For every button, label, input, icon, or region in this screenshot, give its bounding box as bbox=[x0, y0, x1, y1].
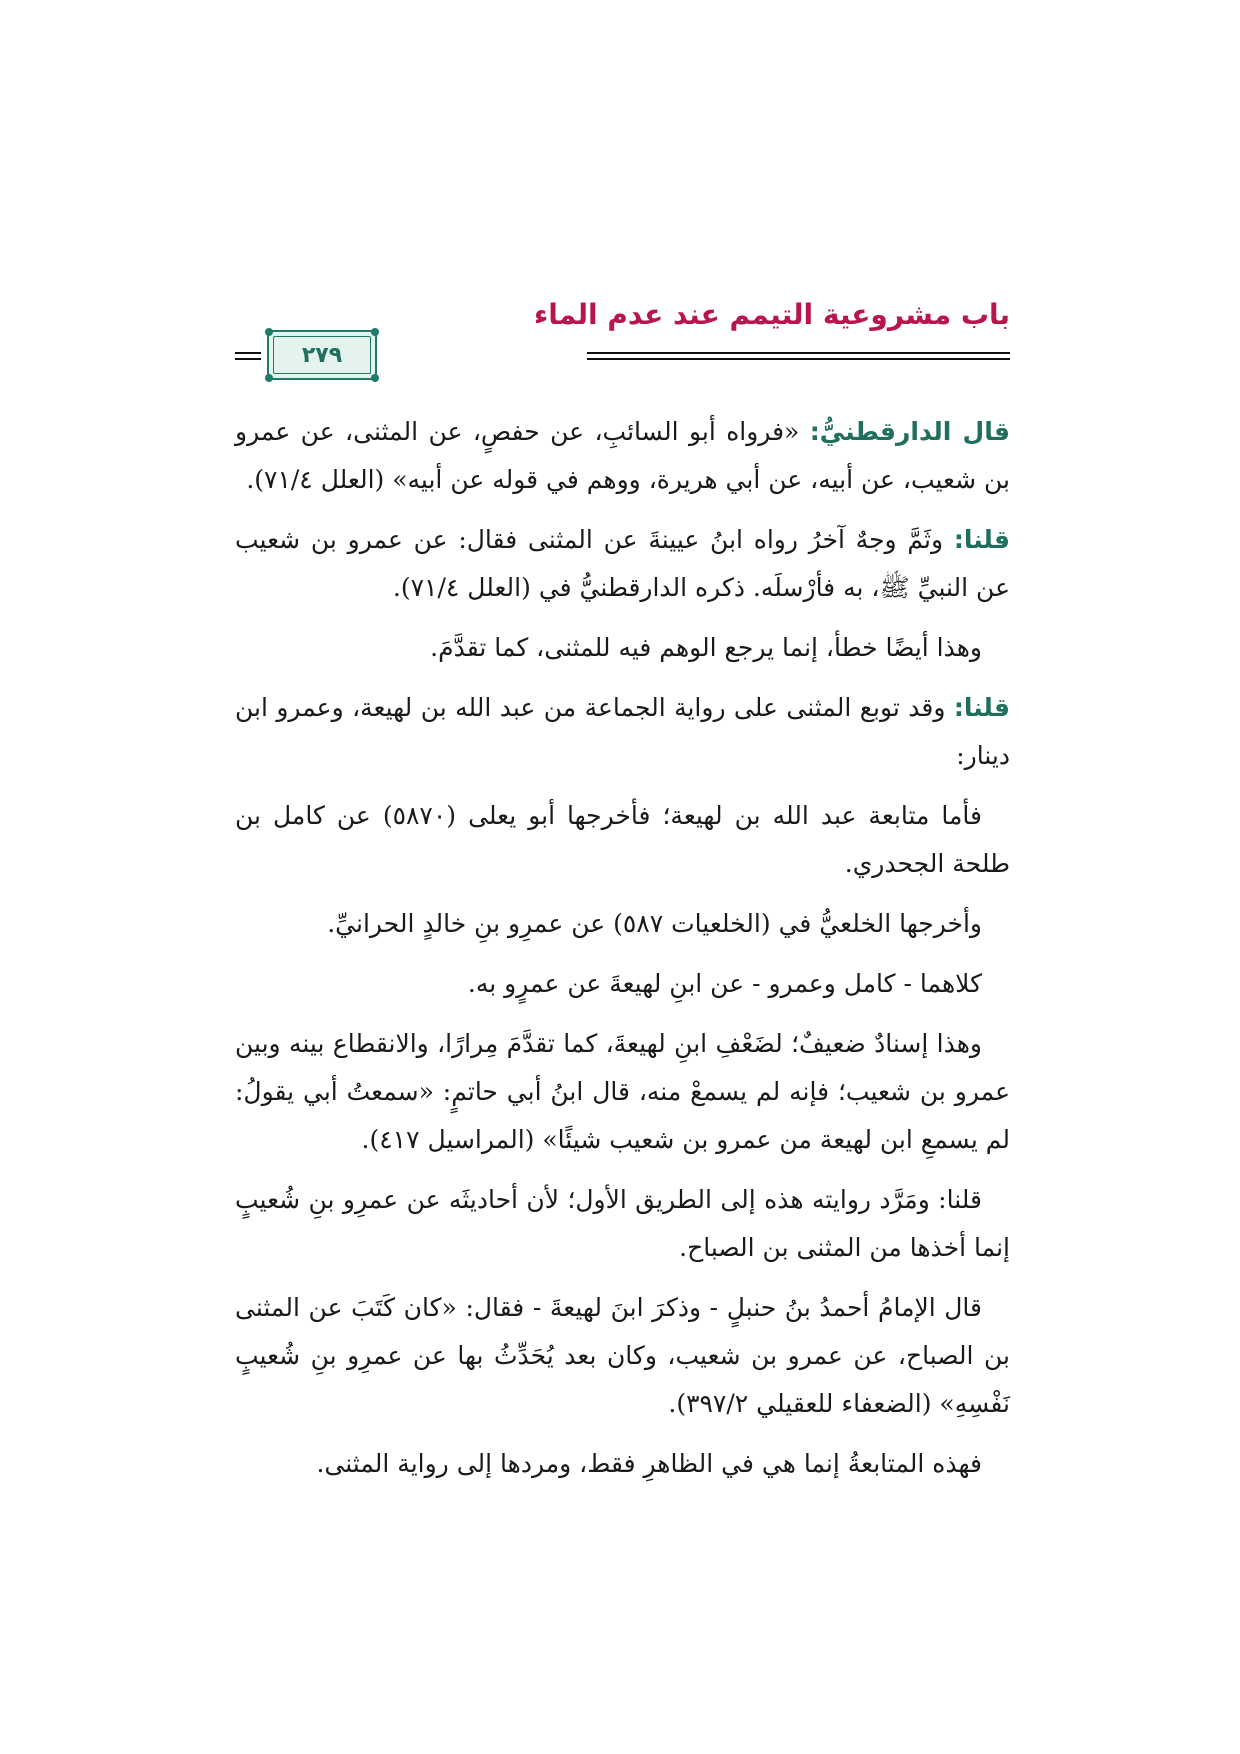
paragraph bbox=[235, 1020, 1010, 1164]
header-rule bbox=[235, 358, 261, 360]
header-rule bbox=[587, 358, 1010, 360]
paragraph-text: فهذه المتابعةُ إنما هي في الظاهرِ فقط، ومردها إلى رواية المثنى. bbox=[316, 1449, 982, 1478]
paragraph-text: وهذا إسنادٌ ضعيفٌ؛ لضَعْفِ ابنِ لهيعةَ، كما تقدَّمَ مِرارًا، والانقطاع بينه وبين عمرو بن شعيب؛ فإنه لم يسمعْ منه، قال ابنُ أبي حاتمٍ: «سمعتُ أبي يقولُ: لم يسمعِ ابن لهيعة من عمرو بن شعيب شيئًا» (المراسيل ٤١٧). bbox=[235, 1029, 1010, 1154]
paragraph bbox=[235, 1176, 1010, 1272]
paragraph-text: كلاهما - كامل وعمرو - عن ابنِ لهيعةَ عن عمرٍو به. bbox=[467, 969, 982, 998]
paragraph bbox=[235, 960, 1010, 1008]
page bbox=[235, 290, 1010, 1500]
paragraph-text: «فرواه أبو السائبِ، عن حفصٍ، عن المثنى، عن عمرو بن شعيب، عن أبيه، عن أبي هريرة، ووهم في قوله عن أبيه» (العلل ٧١/٤). bbox=[235, 417, 1010, 494]
paragraph-text: وهذا أيضًا خطأ، إنما يرجع الوهم فيه للمثنى، كما تقدَّمَ. bbox=[430, 633, 982, 662]
ornament-icon bbox=[265, 374, 273, 382]
paragraph bbox=[235, 792, 1010, 888]
paragraph bbox=[235, 624, 1010, 672]
paragraph-text: فأما متابعة عبد الله بن لهيعة؛ فأخرجها أبو يعلى (٥٨٧٠) عن كامل بن طلحة الجحدري. bbox=[235, 801, 1010, 878]
paragraph bbox=[235, 516, 1010, 612]
paragraph-text: وثَمَّ وجهٌ آخرُ رواه ابنُ عيينةَ عن المثنى فقال: عن عمرو بن شعيب عن النبيِّ ﷺ، به فأرْسلَه. ذكره الدارقطنيُّ في (العلل ٧١/٤). bbox=[235, 525, 1010, 602]
paragraph bbox=[235, 1440, 1010, 1488]
paragraph-text: وقد توبع المثنى على رواية الجماعة من عبد الله بن لهيعة، وعمرو ابن دينار: bbox=[235, 693, 1010, 770]
page-body bbox=[235, 408, 1010, 1488]
paragraph-text: قلنا: ومَرَّد روايته هذه إلى الطريق الأول؛ لأن أحاديثَه عن عمرِو بنِ شُعيبٍ إنما أخذها من المثنى بن الصباح. bbox=[235, 1185, 1010, 1262]
page-number: ٢٧٩ bbox=[301, 342, 343, 368]
paragraph bbox=[235, 900, 1010, 948]
page-number-badge bbox=[267, 330, 377, 380]
header-rule bbox=[235, 352, 261, 354]
paragraph-lead: قلنا: bbox=[953, 525, 1010, 554]
ornament-icon bbox=[371, 374, 379, 382]
paragraph bbox=[235, 684, 1010, 780]
header-rule bbox=[587, 352, 1010, 354]
paragraph bbox=[235, 408, 1010, 504]
chapter-title: باب مشروعية التيمم عند عدم الماء bbox=[533, 298, 1010, 331]
ornament-icon bbox=[371, 328, 379, 336]
paragraph-text: قال الإمامُ أحمدُ بنُ حنبلٍ - وذكرَ ابنَ لهيعةَ - فقال: «كان كَتَبَ عن المثنى بن الصباح، عن عمرو بن شعيب، وكان بعد يُحَدِّثُ بها عن عمرِو بنِ شُعيبٍ نَفْسِهِ» (الضعفاء للعقيلي ٣٩٧/٢). bbox=[235, 1293, 1010, 1418]
ornament-icon bbox=[265, 328, 273, 336]
paragraph bbox=[235, 1284, 1010, 1428]
paragraph-lead: قلنا: bbox=[953, 693, 1010, 722]
paragraph-lead: قال الدارقطنيُّ: bbox=[809, 417, 1010, 446]
paragraph-text: وأخرجها الخلعيُّ في (الخلعيات ٥٨٧) عن عمرِو بنِ خالدٍ الحرانيِّ. bbox=[327, 909, 982, 938]
page-header bbox=[235, 290, 1010, 390]
